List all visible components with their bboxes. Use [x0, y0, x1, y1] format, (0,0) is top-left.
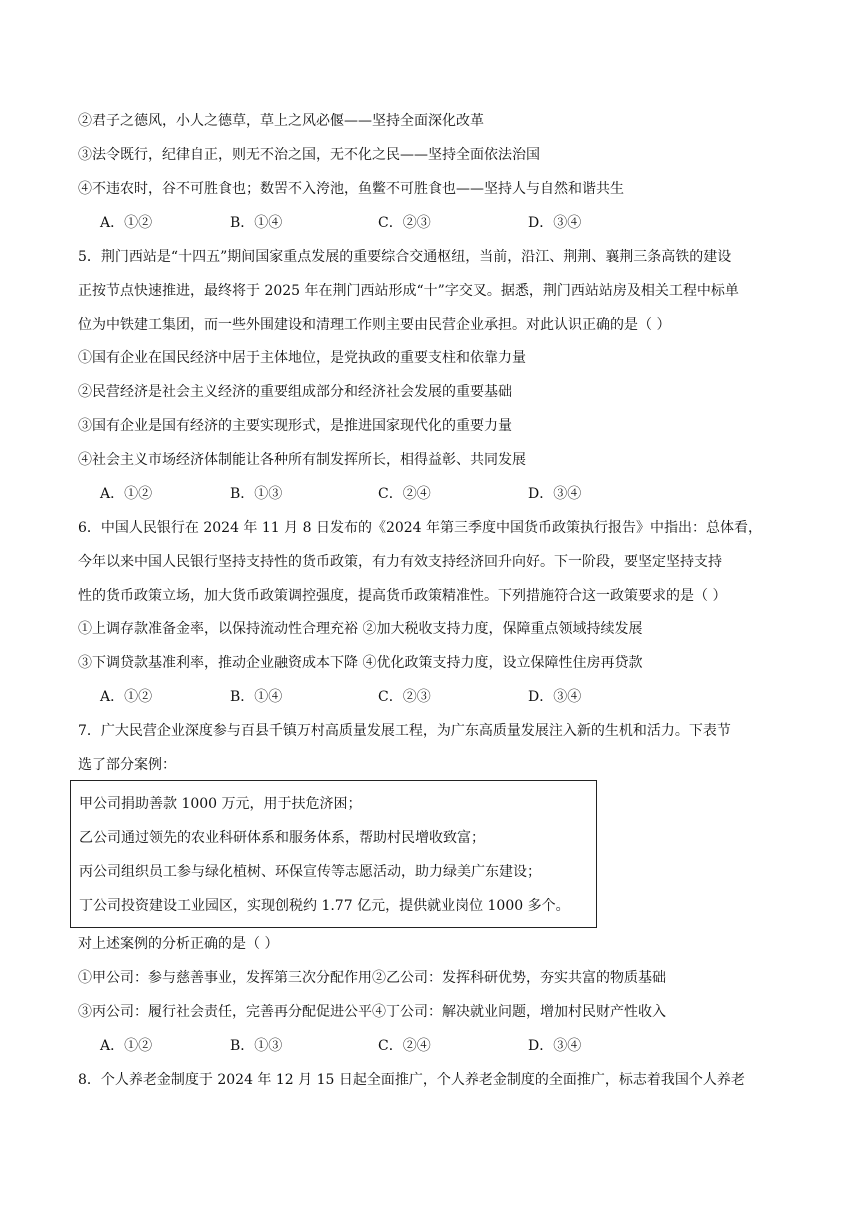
- q5-item-3: ③国有企业是国有经济的主要实现形式，是推进国家现代化的重要力量: [78, 418, 512, 434]
- q5-item-2: ②民营经济是社会主义经济的重要组成部分和经济社会发展的重要基础: [78, 384, 512, 400]
- option-a: A．①②: [100, 1038, 153, 1054]
- option-c: C．②③: [378, 689, 431, 705]
- q7-stem-line-2: 选了部分案例：: [78, 757, 176, 773]
- q5-item-4: ④社会主义市场经济体制能让各种所有制发挥所长，相得益彰、共同发展: [78, 452, 526, 468]
- q6-items-line-2: ③下调贷款基准利率，推动企业融资成本下降 ④优化政策支持力度，设立保障性住房再贷款: [78, 655, 643, 671]
- case-row-ding: 丁公司投资建设工业园区，实现创税约 1.77 亿元，提供就业岗位 1000 多个。: [79, 898, 570, 914]
- q7-stem-line-1: 7．广大民营企业深度参与百县千镇万村高质量发展工程，为广东高质量发展注入新的生机和活力。下表节: [78, 723, 731, 739]
- option-d: D．③④: [528, 689, 582, 705]
- case-row-bing: 丙公司组织员工参与绿化植树、环保宣传等志愿活动，助力绿美广东建设；: [79, 864, 541, 880]
- q6-items-line-1: ①上调存款准备金率，以保持流动性合理充裕 ②加大税收支持力度，保障重点领域持续发展: [78, 621, 643, 637]
- option-b: B．①④: [230, 215, 283, 231]
- q5-stem-line-1: 5．荆门西站是“十四五”期间国家重点发展的重要综合交通枢纽，当前，沿江、荆荆、襄荆三条高铁的建设: [78, 249, 732, 265]
- q8-stem-line-1: 8．个人养老金制度于 2024 年 12 月 15 日起全面推广，个人养老金制度的全面推广，标志着我国个人养老: [78, 1072, 745, 1088]
- option-d: D．③④: [528, 215, 582, 231]
- option-c: C．②④: [378, 486, 431, 502]
- q4-item-2: ②君子之德风，小人之德草，草上之风必偃——坚持全面深化改革: [78, 113, 484, 129]
- q5-item-1: ①国有企业在国民经济中居于主体地位，是党执政的重要支柱和依靠力量: [78, 350, 526, 366]
- case-row-jia: 甲公司捐助善款 1000 万元，用于扶危济困；: [79, 796, 362, 812]
- case-row-yi: 乙公司通过领先的农业科研体系和服务体系，帮助村民增收致富；: [79, 830, 485, 846]
- option-a: A．①②: [100, 215, 153, 231]
- q7-question: 对上述案例的分析正确的是（ ）: [78, 936, 279, 952]
- option-b: B．①④: [230, 689, 283, 705]
- q7-items-line-1: ①甲公司：参与慈善事业，发挥第三次分配作用②乙公司：发挥科研优势，夯实共富的物质基础: [78, 970, 666, 986]
- option-d: D．③④: [528, 486, 582, 502]
- q4-item-4: ④不违农时，谷不可胜食也；数罟不入洿池，鱼鳖不可胜食也——坚持人与自然和谐共生: [78, 181, 624, 197]
- option-a: A．①②: [100, 689, 153, 705]
- q6-stem-line-1: 6．中国人民银行在 2024 年 11 月 8 日发布的《2024 年第三季度中国货币政策执行报告》中指出：总体看，: [78, 520, 763, 536]
- q6-stem-line-3: 性的货币政策立场，加大货币政策调控强度，提高货币政策精准性。下列措施符合这一政策要求的是（ ）: [78, 588, 727, 604]
- q5-stem-line-2: 正按节点快速推进，最终将于 2025 年在荆门西站形成“十”字交叉。据悉，荆门西站站房及相关工程中标单: [78, 283, 739, 299]
- option-c: C．②④: [378, 1038, 431, 1054]
- option-c: C．②③: [378, 215, 431, 231]
- q4-item-3: ③法令既行，纪律自正，则无不治之国，无不化之民——坚持全面依法治国: [78, 147, 540, 163]
- option-b: B．①③: [230, 1038, 283, 1054]
- option-b: B．①③: [230, 486, 283, 502]
- q6-stem-line-2: 今年以来中国人民银行坚持支持性的货币政策，有力有效支持经济回升向好。下一阶段，要坚定坚持支持: [78, 554, 722, 570]
- option-d: D．③④: [528, 1038, 582, 1054]
- case-table: [70, 780, 597, 928]
- option-a: A．①②: [100, 486, 153, 502]
- q7-items-line-2: ③丙公司：履行社会责任，完善再分配促进公平④丁公司：解决就业问题，增加村民财产性收入: [78, 1004, 666, 1020]
- q5-stem-line-3: 位为中铁建工集团，而一些外围建设和清理工作则主要由民营企业承担。对此认识正确的是（ ）: [78, 317, 671, 333]
